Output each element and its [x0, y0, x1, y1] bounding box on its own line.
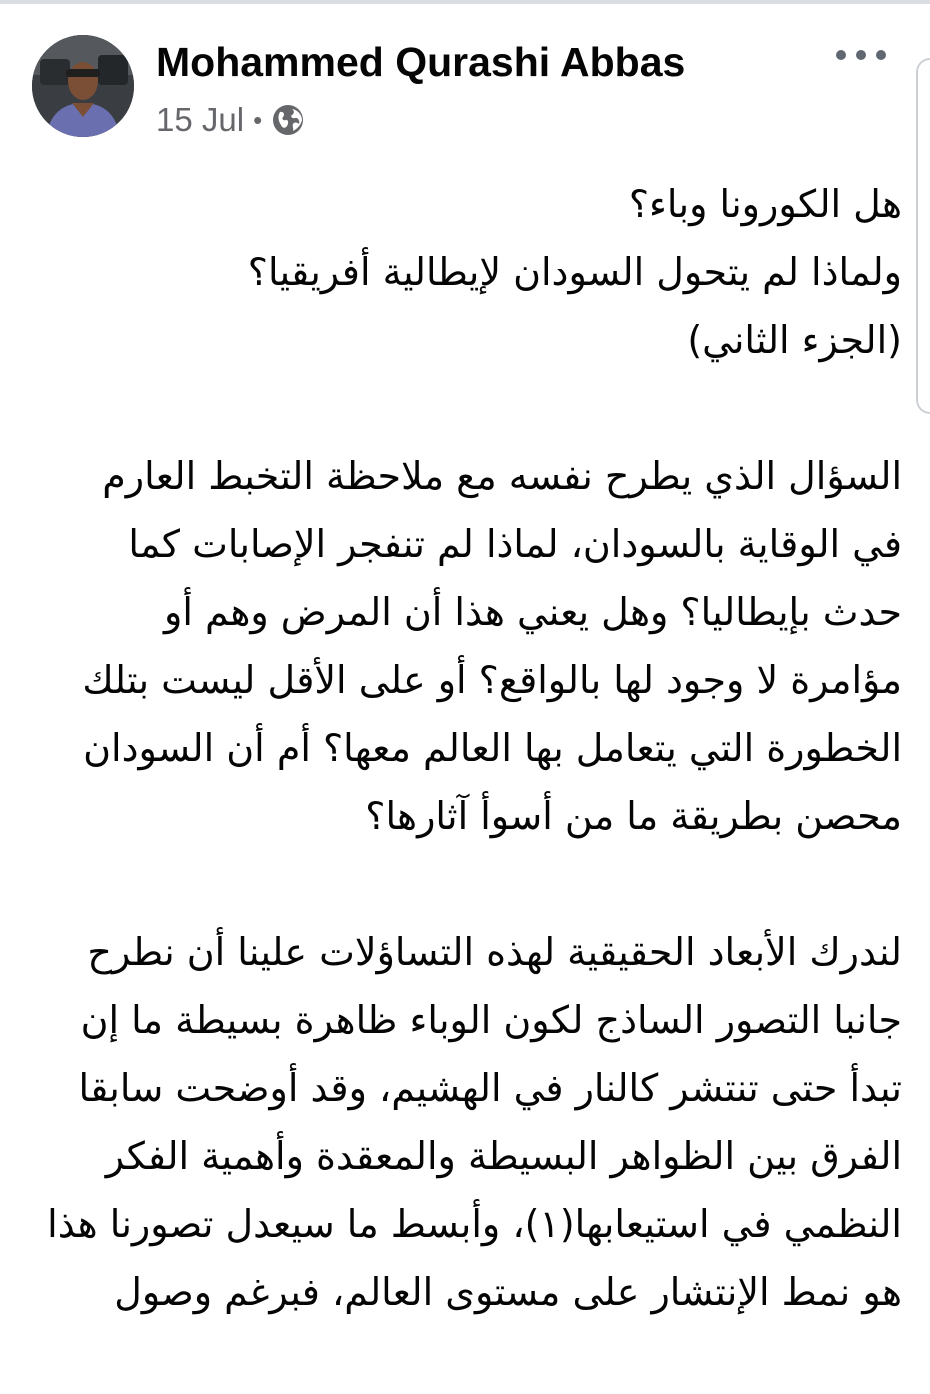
dot-3 — [876, 50, 886, 60]
post-date[interactable]: 15 Jul — [156, 101, 245, 138]
text-line: الخطورة التي يتعامل بها العالم معها؟ أم أن السودان — [83, 726, 902, 770]
post-meta — [156, 98, 305, 142]
text-line: تبدأ حتى تنتشر كالنار في الهشيم، وقد أوضحت سابقا — [78, 1066, 902, 1110]
dot-1 — [836, 50, 846, 60]
title-line: (الجزء الثاني) — [687, 318, 902, 362]
text-line: مؤامرة لا وجود لها بالواقع؟ أو على الأقل ليست بتلك — [82, 658, 902, 702]
title-line: ولماذا لم يتحول السودان لإيطالية أفريقيا؟ — [247, 250, 902, 294]
text-line: النظمي في استيعابها(١)، وأبسط ما سيعدل تصورنا هذا — [47, 1202, 902, 1246]
avatar-photo — [32, 35, 134, 137]
text-line: جانبا التصور الساذج لكون الوباء ظاهرة بسيطة ما إن — [80, 998, 902, 1042]
paragraph-2 — [47, 918, 902, 1326]
paragraph-1 — [52, 442, 902, 850]
post-body — [47, 170, 902, 1394]
text-line: السؤال الذي يطرح نفسه مع ملاحظة التخبط العارم — [102, 454, 902, 498]
globe-icon[interactable] — [271, 103, 305, 137]
text-line: محصن بطريقة ما من أسوأ آثارها؟ — [365, 794, 902, 838]
author-avatar[interactable] — [32, 35, 134, 137]
meta-separator: • — [253, 104, 263, 135]
text-line: لندرك الأبعاد الحقيقية لهذه التساؤلات علينا أن نطرح — [87, 930, 902, 974]
text-line: الفرق بين الظواهر البسيطة والمعقدة وأهمية الفكر — [105, 1134, 902, 1178]
title-line: هل الكورونا وباء؟ — [628, 182, 902, 226]
post-title — [52, 170, 902, 374]
dot-2 — [856, 50, 866, 60]
text-line: في الوقاية بالسودان، لماذا لم تنفجر الإصابات كما — [128, 522, 902, 566]
more-options-icon[interactable] — [836, 38, 886, 72]
scroll-edge — [916, 58, 930, 414]
text-line: حدث بإيطاليا؟ وهل يعني هذا أن المرض وهم أو — [164, 590, 902, 634]
text-line: هو نمط الإنتشار على مستوى العالم، فبرغم وصول — [114, 1270, 902, 1314]
author-name[interactable]: Mohammed Qurashi Abbas — [156, 39, 686, 85]
